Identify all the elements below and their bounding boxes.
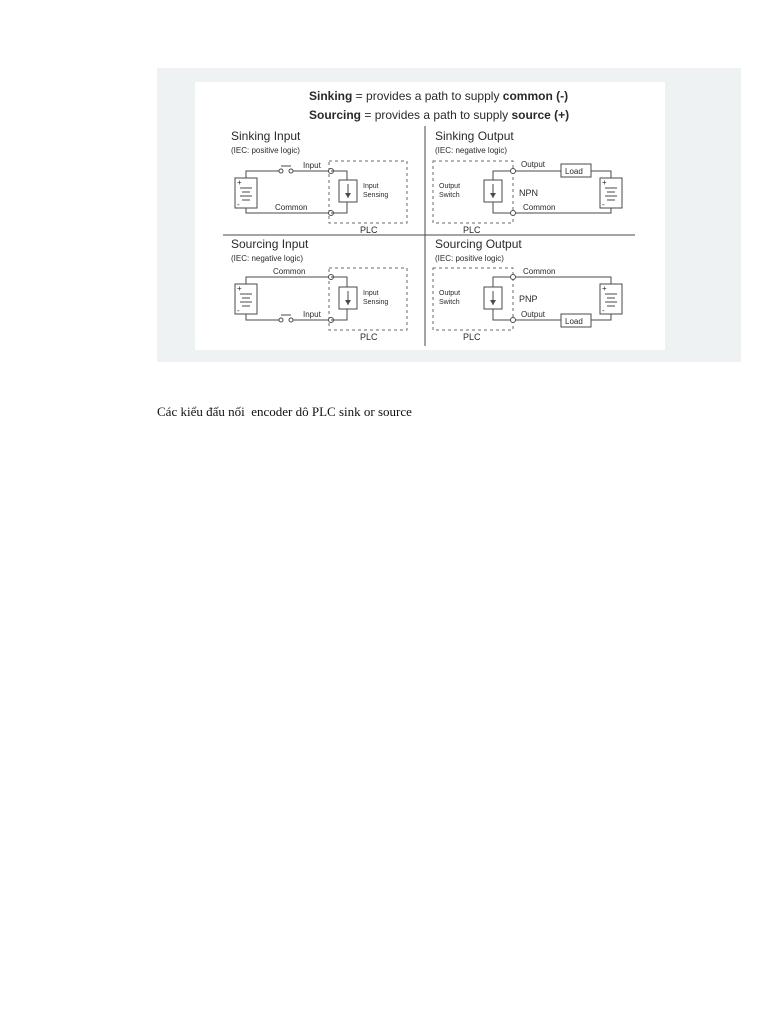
sinking-output-top-label: Output [521,160,546,169]
legend-sourcing: Sourcing = provides a path to supply source (+) [309,108,570,122]
wiring-diagram [157,68,741,362]
input-sensing-label-2: Sensing [363,192,389,199]
switch-contact [289,318,293,322]
battery-plus-label: + [237,178,242,187]
sourcing-input-subtitle: (IEC: negative logic) [231,254,304,263]
sinking-input-bottom-label: Common [275,203,308,212]
sinking-output-title: Sinking Output [435,129,514,143]
terminal [511,169,516,174]
input-sensing-label-1: Input [363,290,379,297]
output-switch-label-2: Switch [439,192,460,199]
switch-contact [279,318,283,322]
sinking-input-title: Sinking Input [231,129,301,143]
load-label: Load [565,317,583,326]
battery-minus-label: - [602,200,605,209]
output-switch-label-1: Output [439,290,461,297]
wiring-diagram-figure [157,68,741,362]
sinking-input-subtitle: (IEC: positive logic) [231,146,300,155]
sinking-output-subtitle: (IEC: negative logic) [435,146,508,155]
input-sensing-label-1: Input [363,183,379,190]
switch-contact [279,169,283,173]
plc-label: PLC [463,332,481,342]
transistor-type-label: PNP [519,294,538,304]
switch-contact [289,169,293,173]
sourcing-output-title: Sourcing Output [435,237,522,251]
terminal [511,211,516,216]
diagram-panel [195,82,665,350]
battery-minus-label: - [237,200,240,209]
figure-caption: Các kiểu đấu nối encoder dô PLC sink or source [157,404,412,419]
sourcing-output-bottom-label: Output [521,310,546,319]
legend-sinking: Sinking = provides a path to supply common (-) [309,89,569,103]
battery-minus-label: - [602,306,605,315]
output-switch-label-2: Switch [439,299,460,306]
transistor-type-label: NPN [519,188,539,198]
sourcing-output-subtitle: (IEC: positive logic) [435,254,504,263]
sinking-input-top-label: Input [303,161,321,170]
output-switch-label-1: Output [439,183,461,190]
input-sensing-label-2: Sensing [363,299,389,306]
plc-label: PLC [360,332,378,342]
load-label: Load [565,167,583,176]
terminal [511,318,516,323]
sinking-output-bottom-label: Common [523,203,556,212]
sourcing-output-top-label: Common [523,267,556,276]
sourcing-input-top-label: Common [273,267,306,276]
battery-plus-label: + [237,284,242,293]
sourcing-input-title: Sourcing Input [231,237,309,251]
plc-label: PLC [463,225,481,235]
battery-plus-label: + [602,178,607,187]
plc-label: PLC [360,225,378,235]
battery-minus-label: - [237,306,240,315]
terminal [511,275,516,280]
battery-plus-label: + [602,284,607,293]
sourcing-input-bottom-label: Input [303,310,321,319]
